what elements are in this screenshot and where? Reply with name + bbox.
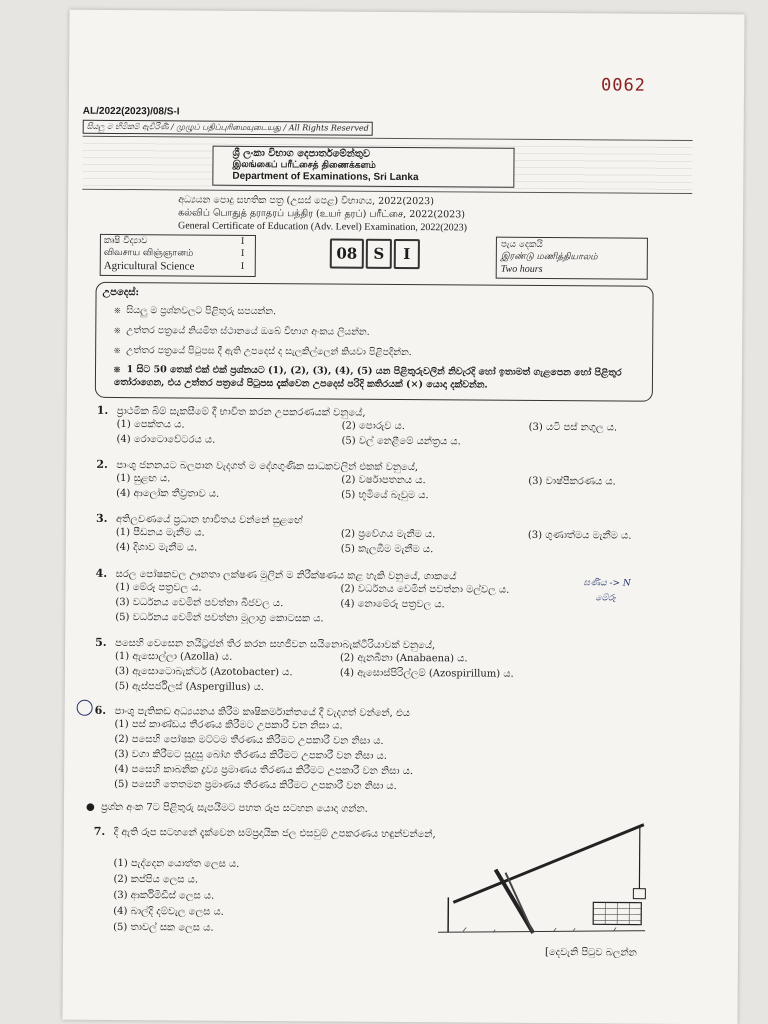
dept-sinhala: ශ්‍රී ලංකා විභාග දෙපාර්තමේන්තුව	[232, 147, 371, 160]
instruction-3-text: උත්තර පත්‍රයේ පිටුපස දී ඇති උපදෙස් ද සැලකිල්ලෙන් කියවා පිළිපදින්න.	[126, 345, 412, 359]
q2-option-5: (5) භූමියේ බෑවුම ය.	[341, 489, 429, 502]
q5-option-3: (3) ඇසොටොබැක්ටර් (Azotobacter) ය.	[114, 665, 293, 679]
q4-option-5: (5) වර්ධනය වෙමින් පවත්නා මූලාග්‍ර කොටසක ය.	[115, 611, 324, 625]
q4-option-3: (3) වර්ධනය වෙමින් පවත්නා බීජවල ය.	[115, 596, 284, 610]
q2-option-1: (1) සුළඟ ය.	[116, 472, 171, 485]
q6-text: පාංශු පැතිකඩ අධ්‍යයනය කිරීම කෘෂිකර්මාන්තයේ දී වැදගත් වන්නේ, එය	[114, 705, 411, 720]
q2-option-4: (4) ආලෝක තීව්‍රතාව ය.	[116, 487, 220, 500]
q1-number: 1.	[96, 403, 109, 417]
q3-option-3: (3) ගුණාත්මය මැනීම ය.	[527, 529, 632, 542]
rights-notice: සියලු ම හිමිකම් ඇවිරිණි / முழுப் பதிப்புரிமையுடையது / All Rights Reserved	[83, 120, 373, 136]
q7-number: 7.	[93, 824, 106, 838]
instruction-4: ※ 1 සිට 50 තෙක් එක් එක් ප්‍රශ්නයට (1), (2), (3), (4), (5) යන පිළිතුරුවලින් නිවැරදි හෝ ඉතාමත් ගැළපෙන හෝ පිළිතුර තෝරාගෙන, එය උත්තර පත්‍රයේ පිටුපස දැක්වෙන උපදෙස් පරිදි කතිරයක් (×) යොදා දක්වන්න.	[113, 363, 622, 391]
subject-box	[100, 234, 256, 277]
q7-option-5: (5) තාවල් සක ලෙස ය.	[113, 921, 214, 934]
q7-note: ● ප්‍රශ්න අංක 7ට පිළිතුරු සැපයීමට පහත රූප සටහන යොදා ගන්න.	[85, 801, 368, 815]
q1-text: ප්‍රාථමික බිම් සැකසීමේ දී භාවිත කරන උපකරණයක් වනුයේ,	[116, 405, 366, 419]
q6-number: 6.	[94, 703, 107, 717]
instruction-2-text: උත්තර පත්‍රයේ නියමිත ස්ථානයේ ඔබේ විභාග අංකය ලියන්න.	[126, 325, 370, 338]
q2-text: පාංශු ජනනයට බලපාන වැදගත් ම දේශගුණික සාධකවලින් එකක් වනුයේ,	[116, 459, 419, 474]
q6-option-2: (2) පසෙහි පෝෂක මට්ටම තීරණය කිරීමට උපකාරී වන නිසා ය.	[114, 733, 384, 747]
q4-number: 4.	[95, 566, 108, 580]
paper-code: AL/2022(2023)/08/S-I	[82, 105, 180, 118]
well-bricks	[593, 902, 641, 924]
sweep-pole	[453, 823, 644, 903]
q7-option-2: (2) කප්පිය ලෙස ය.	[113, 873, 199, 886]
q5-option-5: (5) ඇස්පර්ජිලස් (Aspergillus) ය.	[114, 680, 265, 694]
q3-text: අතිලවණයේ ප්‍රධාන භාවිතය වන්නේ සුළඟේ	[115, 513, 303, 527]
duration-box	[496, 237, 648, 280]
q7-note-text: ප්‍රශ්න අංක 7ට පිළිතුරු සැපයීමට පහත රූප සටහන යොදා ගන්න.	[101, 801, 368, 815]
subject-paper-i-1: I	[240, 236, 245, 247]
q4-option-2: (2) වර්ධනය වෙමින් පවත්නා මල්වල ය.	[340, 583, 510, 596]
q4-text: සරල පෝෂකවල ඌනතා ලක්ෂණ මුලින් ම නිරීක්ෂණය කළ හැකි වනුයේ, ශාකයේ	[115, 568, 457, 583]
q6-option-3: (3) වගා කිරීමට සුදුසු බෝග තීරණය කිරීමට උපකාරී වන නිසා ය.	[114, 748, 387, 762]
q1-option-2: (2) පොරුව ය.	[341, 420, 405, 433]
exam-paper	[62, 10, 744, 1024]
exam-line-tamil: கல்விப் பொதுத் தராதரப் பத்திர (உயர் தரப்) பரீட்சை, 2022(2023)	[178, 207, 466, 221]
code-box-i: I	[394, 239, 420, 269]
q1-option-4: (4) රොටොවේටරය ය.	[116, 433, 216, 446]
instructions-title: උපදෙස්:	[102, 286, 140, 299]
q5-option-4: (4) ඇසොස්පිරිල්ලම් (Azospirillum) ය.	[339, 667, 514, 680]
dept-english: Department of Examinations, Sri Lanka	[232, 170, 419, 184]
page-footer: [දෙවැනි පිටුව බලන්න	[544, 946, 637, 959]
subject-sinhala: කෘෂි විද්‍යාව	[103, 235, 148, 247]
q7-option-4: (4) බාල්දි දම්වැල ලෙස ය.	[113, 905, 224, 918]
duration-sinhala: පැය දෙකයි	[500, 239, 543, 250]
handwritten-note-2: මේරූ	[595, 593, 616, 604]
duration-tamil: இரண்டு மணித்தியாலம்	[500, 251, 598, 263]
q5-option-2: (2) ඇනබීනා (Anabaena) ය.	[339, 652, 468, 665]
q2-option-3: (3) වාෂ්පීකරණය ය.	[528, 475, 616, 488]
q1-option-1: (1) පෙක්තය ය.	[116, 418, 185, 431]
q7-text: දී ඇති රූප සටහනේ දැක්වෙන සම්ප්‍රදායික ජල එසවුම් උපකරණය හඳුන්වන්නේ,	[113, 826, 436, 841]
q4-option-1: (1) මේරූ පත්‍රවල ය.	[115, 581, 202, 594]
subject-english: Agricultural Science	[103, 259, 195, 273]
subject-paper-i-3: I	[240, 261, 245, 272]
page-number: 0062	[600, 75, 647, 96]
q7-option-1: (1) පැද්දෙන යොත්ත ලෙස ය.	[113, 857, 240, 870]
subject-paper-i-2: I	[240, 248, 245, 259]
instructions-box	[95, 282, 654, 402]
instruction-2: ※ උත්තර පත්‍රයේ නියමිත ස්ථානයේ ඔබේ විභාග අංකය ලියන්න.	[114, 324, 370, 338]
q2-number: 2.	[96, 457, 108, 471]
well-sweep-illustration	[433, 817, 649, 948]
q5-text: පසෙහි වෙසෙන නයිට්‍රජන් තිර කරන සහජීවන සයිනොබැක්ටීරියාවක් වනුයේ,	[115, 637, 436, 652]
dept-banner	[82, 136, 692, 194]
q6-option-4: (4) පසෙහි කාබනික ද්‍රව්‍ය ප්‍රමාණය තීරණය කිරීමට උපකාරී වන නිසා ය.	[114, 763, 414, 778]
q5-option-1: (1) ඇසොල්ලා (Azolla) ය.	[114, 650, 233, 663]
q5-number: 5.	[95, 635, 107, 649]
code-box-s: S	[366, 239, 392, 269]
support-post-2	[505, 873, 533, 933]
q4-option-4: (4) නොමේරූ පත්‍රවල ය.	[340, 598, 445, 611]
exam-line-sinhala: අධ්‍යයන පොදු සහතික පත්‍ර (උසස් පෙළ) විභාගය, 2022(2023)	[178, 194, 434, 208]
duration-english: Two hours	[500, 263, 543, 275]
instruction-3: ※ උත්තර පත්‍රයේ පිටුපස දී ඇති උපදෙස් ද සැලකිල්ලෙන් කියවා පිළිපදින්න.	[114, 344, 412, 359]
subject-tamil: விவசாய விஞ்ஞானம்	[103, 247, 194, 259]
q1-option-5: (5) වල් නෙළීමේ යන්ත්‍රය ය.	[341, 435, 461, 448]
grass-marks	[463, 926, 616, 933]
q6-option-5: (5) පසෙහි තෙතමන ප්‍රමාණය තීරණය කිරීමට උපකාරී වන නිසා ය.	[114, 778, 397, 792]
q6-option-1: (1) පස් කාණ්ඩය තීරණය කිරීමට උපකාරී වන නිසා ය.	[114, 718, 343, 732]
q7-option-3: (3) ආර්කිමිඩීස් ලෙස ය.	[113, 889, 215, 902]
handwritten-note-1: ඝණිය -> N	[583, 578, 631, 589]
q3-option-1: (1) පීඩනය මැනීම ය.	[115, 526, 205, 539]
code-box-number: 08	[330, 238, 364, 268]
handwritten-circle	[77, 700, 93, 716]
q3-number: 3.	[95, 511, 108, 525]
q3-option-5: (5) කැලඹීම මැනීම ය.	[340, 543, 434, 556]
q2-option-2: (2) වර්ෂාපතනය ය.	[341, 474, 426, 487]
exam-line-english: General Certificate of Education (Adv. Level) Examination, 2022(2023)	[177, 220, 468, 234]
instruction-4-text: 1 සිට 50 තෙක් එක් එක් ප්‍රශ්නයට (1), (2), (3), (4), (5) යන පිළිතුරුවලින් නිවැරදි හෝ ඉතාමත් ගැළපෙන හෝ පිළිතුර තෝරාගෙන, එය උත්තර පත්‍රයේ පිටුපස දැක්වෙන උපදෙස් පරිදි කතිරයක් (×) යොදා දක්වන්න.	[113, 364, 622, 391]
instruction-1: ※ සියලු ම ප්‍රශ්නවලට පිළිතුරු සපයන්න.	[114, 304, 277, 318]
q3-option-4: (4) දිශාව මැනීම ය.	[115, 541, 198, 554]
dept-tamil: இலங்கைப் பரீட்சைத் திணைக்களம்	[232, 159, 376, 171]
bucket	[633, 889, 645, 899]
q3-option-2: (2) ප්‍රවේගය මැනීම ය.	[340, 528, 436, 541]
instruction-1-text: සියලු ම ප්‍රශ්නවලට පිළිතුරු සපයන්න.	[126, 305, 277, 318]
q1-option-3: (3) යටි පස් නගුල ය.	[528, 421, 618, 434]
